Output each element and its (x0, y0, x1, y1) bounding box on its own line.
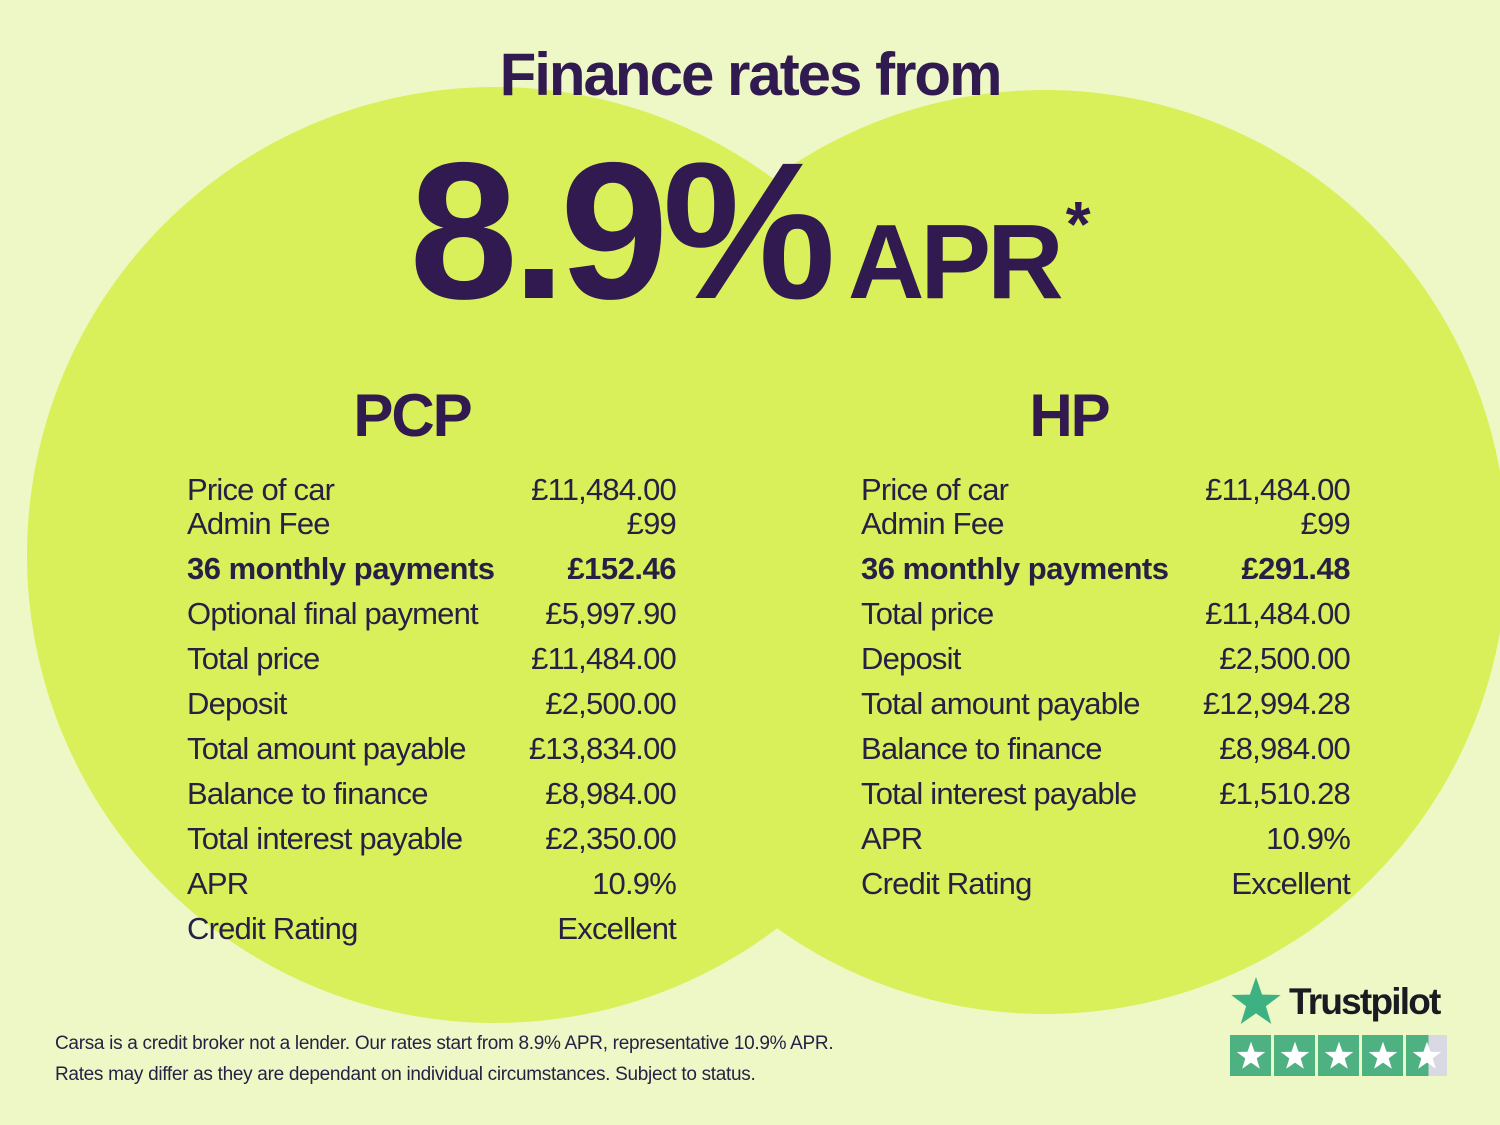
row-value: £2,500.00 (545, 686, 676, 721)
row-label: Deposit (861, 641, 961, 676)
row-value: Excellent (1231, 866, 1350, 901)
row-label: Admin Fee (187, 506, 330, 541)
table-row-monthly-payment (861, 539, 1350, 584)
table-row (187, 674, 676, 719)
row-label: Credit Rating (187, 911, 358, 946)
row-label: Total interest payable (861, 776, 1137, 811)
row-value: £12,994.28 (1202, 686, 1350, 721)
trustpilot-logo (1230, 976, 1452, 1028)
row-value: £291.48 (1241, 551, 1350, 586)
headline-rate (0, 122, 1500, 340)
page-title: Finance rates from (499, 41, 1001, 108)
table-row (861, 471, 1350, 505)
row-label: Optional final payment (187, 596, 478, 631)
row-value: £11,484.00 (1205, 472, 1350, 507)
disclaimer-line-2: Rates may differ as they are dependant on individual circumstances. Subject to status. (55, 1064, 756, 1085)
table-row (187, 809, 676, 854)
table-row (861, 809, 1350, 854)
row-value: £11,484.00 (531, 472, 676, 507)
table-row (861, 629, 1350, 674)
table-row (187, 505, 676, 539)
table-row (187, 854, 676, 899)
row-value: £99 (1300, 506, 1350, 541)
table-row (861, 719, 1350, 764)
table-row-monthly-payment (187, 539, 676, 584)
row-value: £11,484.00 (531, 641, 676, 676)
row-label: Price of car (187, 472, 335, 507)
table-row (187, 471, 676, 505)
star-icon (1362, 1035, 1403, 1076)
row-label: Admin Fee (861, 506, 1004, 541)
table-row (861, 854, 1350, 899)
half-star-icon (1406, 1035, 1447, 1076)
trustpilot-wordmark: Trustpilot (1289, 981, 1440, 1022)
pcp-column-title: PCP (353, 382, 471, 449)
row-value: 10.9% (1266, 821, 1350, 856)
row-label: APR (861, 821, 923, 856)
row-label: Deposit (187, 686, 287, 721)
row-label: 36 monthly payments (187, 551, 495, 586)
row-value: £2,500.00 (1219, 641, 1350, 676)
table-row (861, 505, 1350, 539)
row-value: £1,510.28 (1219, 776, 1350, 811)
star-icon (1274, 1035, 1315, 1076)
row-label: Balance to finance (187, 776, 428, 811)
row-label: APR (187, 866, 249, 901)
row-label: Total interest payable (187, 821, 463, 856)
table-row (187, 764, 676, 809)
row-value: £152.46 (567, 551, 676, 586)
hp-column-title: HP (1029, 382, 1109, 449)
row-label: Total amount payable (187, 731, 466, 766)
row-label: Credit Rating (861, 866, 1032, 901)
row-value: £8,984.00 (545, 776, 676, 811)
table-row (187, 629, 676, 674)
star-icon (1230, 1035, 1271, 1076)
table-row (861, 584, 1350, 629)
trustpilot-star-icon (1230, 976, 1282, 1028)
disclaimer-line-1: Carsa is a credit broker not a lender. Our rates start from 8.9% APR, representative 10.9% APR. (55, 1033, 834, 1054)
star-icon (1318, 1035, 1359, 1076)
trustpilot-widget (1230, 976, 1452, 1076)
table-row (187, 899, 676, 944)
table-row (861, 764, 1350, 809)
legal-disclaimer (55, 1028, 875, 1090)
row-label: 36 monthly payments (861, 551, 1169, 586)
row-value: Excellent (557, 911, 676, 946)
rate-value: 8.9% (409, 122, 830, 340)
row-label: Balance to finance (861, 731, 1102, 766)
row-value: £99 (626, 506, 676, 541)
row-value: 10.9% (592, 866, 676, 901)
row-label: Total price (861, 596, 994, 631)
table-row (187, 584, 676, 629)
row-value: £13,834.00 (528, 731, 676, 766)
trustpilot-rating-stars (1230, 1035, 1452, 1076)
hp-finance-table (861, 471, 1350, 899)
row-value: £8,984.00 (1219, 731, 1350, 766)
row-value: £11,484.00 (1205, 596, 1350, 631)
rate-unit: APR (847, 203, 1060, 321)
row-label: Total amount payable (861, 686, 1140, 721)
pcp-finance-table (187, 471, 676, 944)
rate-footnote-asterisk: * (1065, 188, 1091, 260)
table-row (187, 719, 676, 764)
row-label: Price of car (861, 472, 1009, 507)
row-value: £5,997.90 (545, 596, 676, 631)
row-value: £2,350.00 (545, 821, 676, 856)
table-row (861, 674, 1350, 719)
row-label: Total price (187, 641, 320, 676)
